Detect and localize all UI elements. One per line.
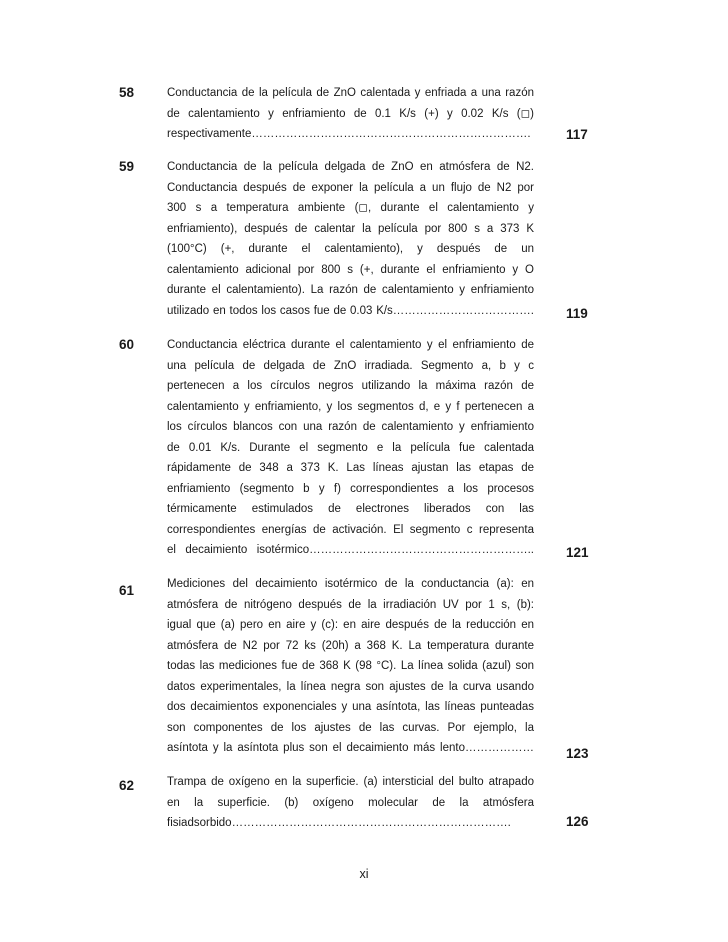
entry-number: 58: [119, 85, 135, 100]
entry-number: 61: [119, 583, 135, 598]
entry-text: Trampa de oxígeno en la superficie. (a) intersticial del bulto atrapado en la superficie. (b) oxígeno molecular de la atmósfera fisiadsorbido……………………………………………………………….: [167, 776, 534, 829]
entry-text: Mediciones del decaimiento isotérmico de la conductancia (a): en atmósfera de nitrógeno después de la irradiación UV por 1 s, (b): igual que (a) pero en aire y (c): en aire después de la reducción en atmósfera de N2 por 72 ks (20h) a 368 K. La temperatura durante todas las mediciones fue de 368 K (98 °C). La línea solida (azul) son datos experimentales, la línea negra son ajustes de la curva usando dos decaimientos exponenciales y una asíntota, las líneas punteadas son componentes de los ajustes de las curvas. Por ejemplo, la asíntota y la asíntota plus son el decaimiento más lento………………: [167, 578, 534, 754]
entry-page-number: 123: [566, 746, 589, 761]
entry-page-number: 126: [566, 814, 589, 829]
entry-text: Conductancia eléctrica durante el calentamiento y el enfriamiento de una película de delgada de ZnO irradiada. Segmento a, b y c pertenecen a los círculos negros utilizando la máxima razón de calentamiento y enfriamiento, y los segmentos d, e y f pertenecen a los círculos blancos con una razón de calentamiento y enfriamiento de 0.01 K/s. Durante el segmento e la película fue calentada rápidamente de 348 a 373 K. Las líneas ajustan las etapas de enfriamiento (segmento b y f) correspondientes a los procesos térmicamente estimulados de electrones liberados con las correspondientes energías de activación. El segmento c representa el decaimiento isotérmico…………………………………………………..: [167, 339, 534, 556]
entry-number: 60: [119, 337, 135, 352]
entry-text: Conductancia de la película de ZnO calentada y enfriada a una razón de calentamiento y enfriamiento de 0.1 K/s (+) y 0.02 K/s (◻) respectivamente……………………………………………………………….: [167, 87, 534, 140]
entry-page-number: 119: [566, 306, 588, 321]
entry-number: 59: [119, 159, 135, 174]
entry-page-number: 121: [566, 545, 589, 560]
page-footer-number: xi: [359, 867, 369, 881]
entry-number: 62: [119, 778, 135, 793]
entry-page-number: 117: [566, 127, 588, 142]
entry-text: Conductancia de la película delgada de ZnO en atmósfera de N2. Conductancia después de exponer la película a un flujo de N2 por 300 s a temperatura ambiente (◻, durante el calentamiento y enfriamiento), después de calentar la película por 800 s a 373 K (100°C) (+, durante el calentamiento), y después de un calentamiento adicional por 800 s (+, durante el enfriamiento y O durante el calentamiento). La razón de calentamiento y enfriamiento utilizado en todos los casos fue de 0.03 K/s……………………………….: [167, 161, 534, 317]
